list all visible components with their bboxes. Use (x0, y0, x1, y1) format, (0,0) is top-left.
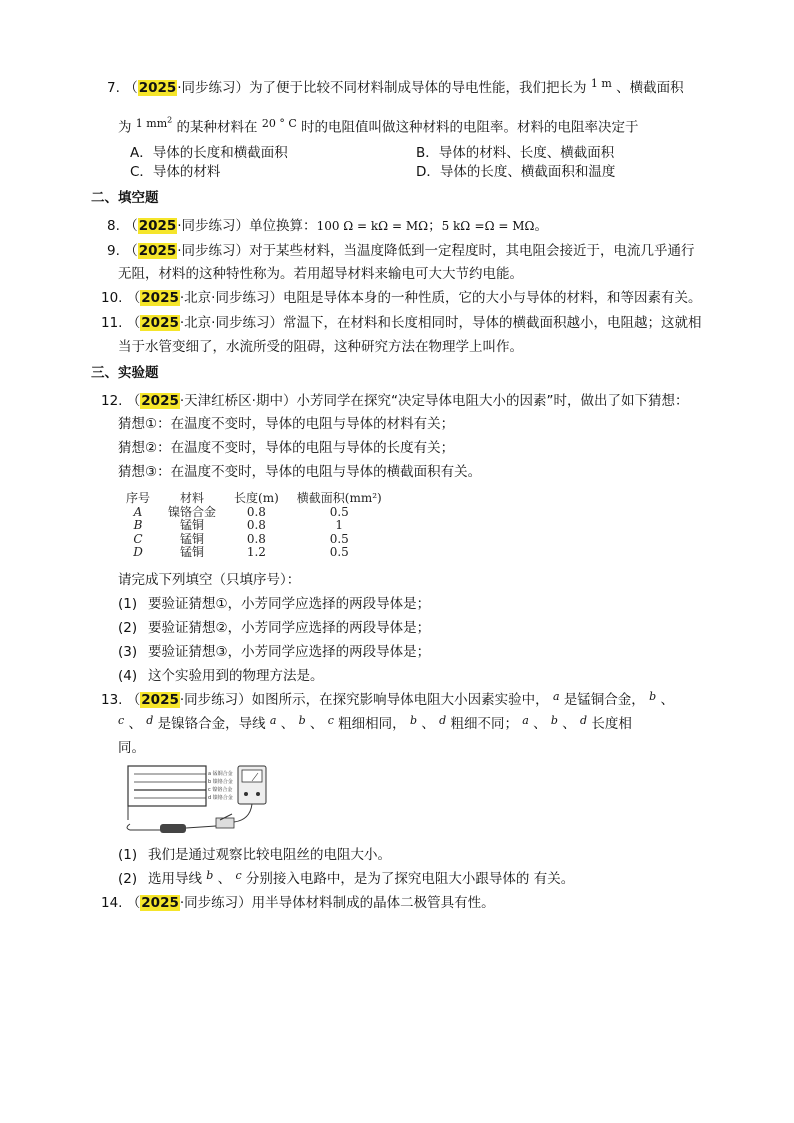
section-heading-fill: 二、填空题 (91, 190, 159, 206)
year-highlight: 2025 (138, 80, 177, 96)
sub-question: (3) 要验证猜想③，小芳同学应选择的两段导体是； (118, 644, 431, 660)
question-11-line-2: 当于水管变细了，水流所受的阻碍，这种研究方法在物理学上叫作。 (118, 339, 523, 355)
sub-question: (4) 这个实验用到的物理方法是。 (118, 668, 324, 684)
year-highlight: 2025 (138, 243, 177, 259)
guess-1: 猜想①：在温度不变时，导体的电阻与导体的材料有关； (118, 416, 455, 432)
wire-lead (234, 804, 252, 822)
wire-lead (186, 826, 216, 828)
table-row: C 锰铜 0.8 0.5 (133, 531, 349, 546)
area-value: 1 mm2 (135, 115, 173, 130)
wire-lead (127, 824, 160, 830)
table-row: D 锰铜 1.2 0.5 (133, 545, 349, 559)
question-12-line-1: 12. （2025·天津红桥区·期中）小芳同学在探究“决定导体电阻大小的因素”时，做出了如下猜想： (101, 393, 689, 409)
table-prompt: 请完成下列填空（只填序号）： (118, 572, 301, 588)
question-13-line-3: 同。 (118, 740, 145, 756)
meter-terminal (256, 792, 260, 796)
wire-board (128, 766, 206, 806)
battery-icon (160, 824, 186, 833)
section-heading-experiment: 三、实验题 (91, 365, 159, 381)
circuit-figure (120, 762, 280, 834)
option-a: A．导体的长度和横截面积 (130, 145, 288, 161)
year-highlight: 2025 (141, 315, 179, 331)
question-13-line-2: $^c$ 、 $^d$ 是镍铬合金，导线 $^a$ 、 $^b$ 、 $^c$ 粗细相同， $^b$ 、 $^d$ 粗细不同； $^a$ 、 $^b$ 、 $^d$ 长度相 (118, 714, 632, 732)
wire-label: c 镍铬合金 (208, 787, 233, 793)
wire-label: a 锰铜合金 (208, 771, 233, 777)
meter-terminal (244, 792, 248, 796)
switch-icon (216, 818, 234, 828)
year-highlight: 2025 (141, 393, 179, 409)
option-d: D．导体的长度、横截面积和温度 (416, 164, 616, 180)
year-highlight: 2025 (138, 218, 177, 234)
conductor-table (117, 492, 391, 560)
question-number: 7. (107, 80, 120, 96)
table-row: B 锰铜 0.8 1 (133, 518, 344, 532)
question-7-line-2: 为 $^{1 mm^2}$ 的某种材料在 $^{20 ^\circ C}$ 时的电阻值叫做这种材料的电阻率。材料的电阻率决定于 (118, 115, 639, 136)
sub-question: (2) 要验证猜想②，小芳同学应选择的两段导体是； (118, 620, 431, 636)
question-8: 8. （2025·同步练习）单位换算：100 Ω = kΩ = MΩ；5 kΩ =Ω = MΩ。 (107, 218, 548, 234)
guess-3: 猜想③：在温度不变时，导体的电阻与导体的横截面积有关。 (118, 464, 482, 480)
year-highlight: 2025 (141, 290, 179, 306)
option-c: C．导体的材料 (130, 164, 221, 180)
question-14: 14. （2025·同步练习）用半导体材料制成的晶体二极管具有性。 (101, 895, 495, 911)
sub-question: (1) 我们是通过观察比较电阻丝的电阻大小。 (118, 847, 391, 863)
wire-label: b 镍铬合金 (208, 779, 233, 785)
question-7-line-1: 7. （2025·同步练习）为了便于比较不同材料制成导体的导电性能，我们把长为 $^{1 m}$ 、横截面积 (107, 77, 684, 96)
table-header-row: 序号 材料 长度(m) 横截面积(mm²) (126, 491, 382, 505)
option-b: B．导体的材料、长度、横截面积 (416, 145, 615, 161)
table-row: A 镍铬合金 0.8 0.5 (133, 504, 349, 519)
sub-question: (1) 要验证猜想①，小芳同学应选择的两段导体是； (118, 596, 431, 612)
sub-question: (2) 选用导线 $^b$ 、 $^c$ 分别接入电路中，是为了探究电阻大小跟导体的 有关。 (118, 869, 575, 887)
length-value: 1 m (590, 77, 612, 90)
question-13-line-1: 13. （2025·同步练习）如图所示，在探究影响导体电阻大小因素实验中， $^a$ 是锰铜合金， $^b$ 、 (101, 690, 674, 708)
year-highlight: 2025 (141, 895, 179, 911)
year-highlight: 2025 (141, 692, 179, 708)
temperature-value: 20 ° C (261, 116, 297, 130)
question-9-line-1: 9. （2025·同步练习）对于某些材料，当温度降低到一定程度时，其电阻会接近于，电流几乎通行 (107, 243, 695, 259)
meter-dial (242, 770, 262, 782)
question-11-line-1: 11. （2025·北京·同步练习）常温下，在材料和长度相同时，导体的横截面积越小，电阻越；这就相 (101, 315, 702, 331)
question-9-line-2: 无阻，材料的这种特性称为。若用超导材料来输电可大大节约电能。 (118, 266, 523, 282)
guess-2: 猜想②：在温度不变时，导体的电阻与导体的长度有关； (118, 440, 455, 456)
question-10: 10. （2025·北京·同步练习）电阻是导体本身的一种性质，它的大小与导体的材料，和等因素有关。 (101, 290, 702, 306)
wire-label: d 镍铬合金 (208, 795, 233, 801)
